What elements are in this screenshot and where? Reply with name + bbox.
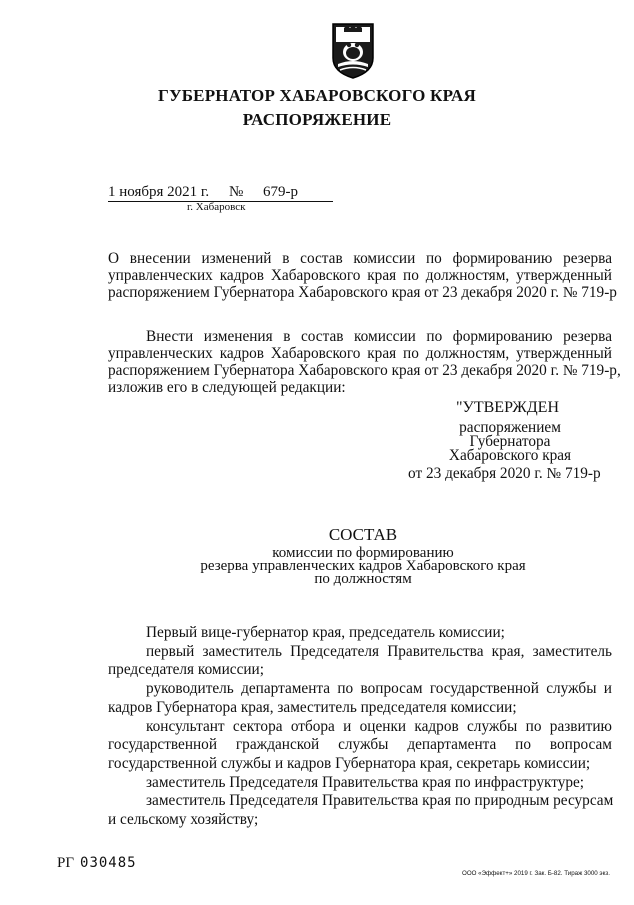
document-type: РАСПОРЯЖЕНИЕ — [242, 110, 392, 129]
member-item: государственной гражданской службы департамента по вопросам — [108, 736, 612, 754]
member-item: консультант сектора отбора и оценки кадров службы по развитию — [146, 717, 612, 735]
city: г. Хабаровск — [187, 201, 246, 213]
print-info: ООО «Эффект+» 2019 г. Зак. Б-82. Тираж 3000 экз. — [462, 870, 610, 877]
member-item: руководитель департамента по вопросам государственной службы и — [146, 680, 612, 698]
subtitle-line: резерва управленческих кадров Хабаровского края — [200, 558, 526, 574]
approval-line: Губернатора — [469, 433, 551, 450]
approval-heading: "УТВЕРЖДЕН — [456, 399, 559, 416]
body-line: управленческих кадров Хабаровского края по должностям, утвержденный — [108, 345, 612, 362]
body-line: изложив его в следующей редакции: — [108, 379, 346, 396]
approval-date: от 23 декабря 2020 г. № 719-р — [408, 465, 601, 482]
document-date: 1 ноября 2021 г. — [108, 184, 210, 200]
member-item: заместитель Председателя Правительства края по природным ресурсам — [146, 792, 614, 810]
member-item: председателя комиссии; — [108, 661, 264, 679]
approval-block — [420, 421, 600, 463]
subject-block — [108, 250, 617, 301]
member-item: кадров Губернатора края, заместитель председателя комиссии; — [108, 698, 517, 716]
member-item: Первый вице-губернатор края, председатель комиссии; — [146, 624, 505, 641]
approval-line: Хабаровского края — [448, 447, 572, 464]
member-item: первый заместитель Председателя Правительства края, заместитель — [146, 642, 612, 660]
subject-line: управленческих кадров Хабаровского края по должностям, утвержденный — [108, 267, 612, 284]
composition-subtitle — [180, 547, 546, 586]
member-item: заместитель Председателя Правительства края по инфраструктуре; — [146, 773, 585, 791]
composition-title: СОСТАВ — [328, 525, 398, 544]
coat-of-arms-emblem — [330, 22, 376, 80]
serial-number: 030485 — [80, 855, 137, 871]
member-item: государственной службы и кадров Губернатора края, секретарь комиссии; — [108, 754, 591, 772]
subject-line: распоряжением Губернатора Хабаровского края от 23 декабря 2020 г. № 719-р — [108, 284, 617, 301]
approval-line: распоряжением — [459, 419, 561, 436]
issuer-title: ГУБЕРНАТОР ХАБАРОВСКОГО КРАЯ — [158, 86, 476, 105]
body-block — [108, 328, 621, 396]
subtitle-line: комиссии по формированию — [272, 545, 454, 561]
members-list — [108, 624, 612, 830]
body-line: Внести изменения в состав комиссии по формированию резерва — [146, 328, 612, 345]
member-item: и сельскому хозяйству; — [108, 811, 259, 829]
subtitle-line: по должностям — [314, 571, 412, 587]
serial-prefix: РГ — [57, 855, 75, 871]
subject-line: О внесении изменений в состав комиссии по формированию резерва — [108, 250, 612, 267]
body-line: распоряжением Губернатора Хабаровского края от 23 декабря 2020 г. № 719-р, — [108, 362, 621, 379]
form-serial — [57, 855, 137, 872]
number-sign: № — [229, 184, 244, 200]
document-number: 679-р — [263, 184, 298, 200]
